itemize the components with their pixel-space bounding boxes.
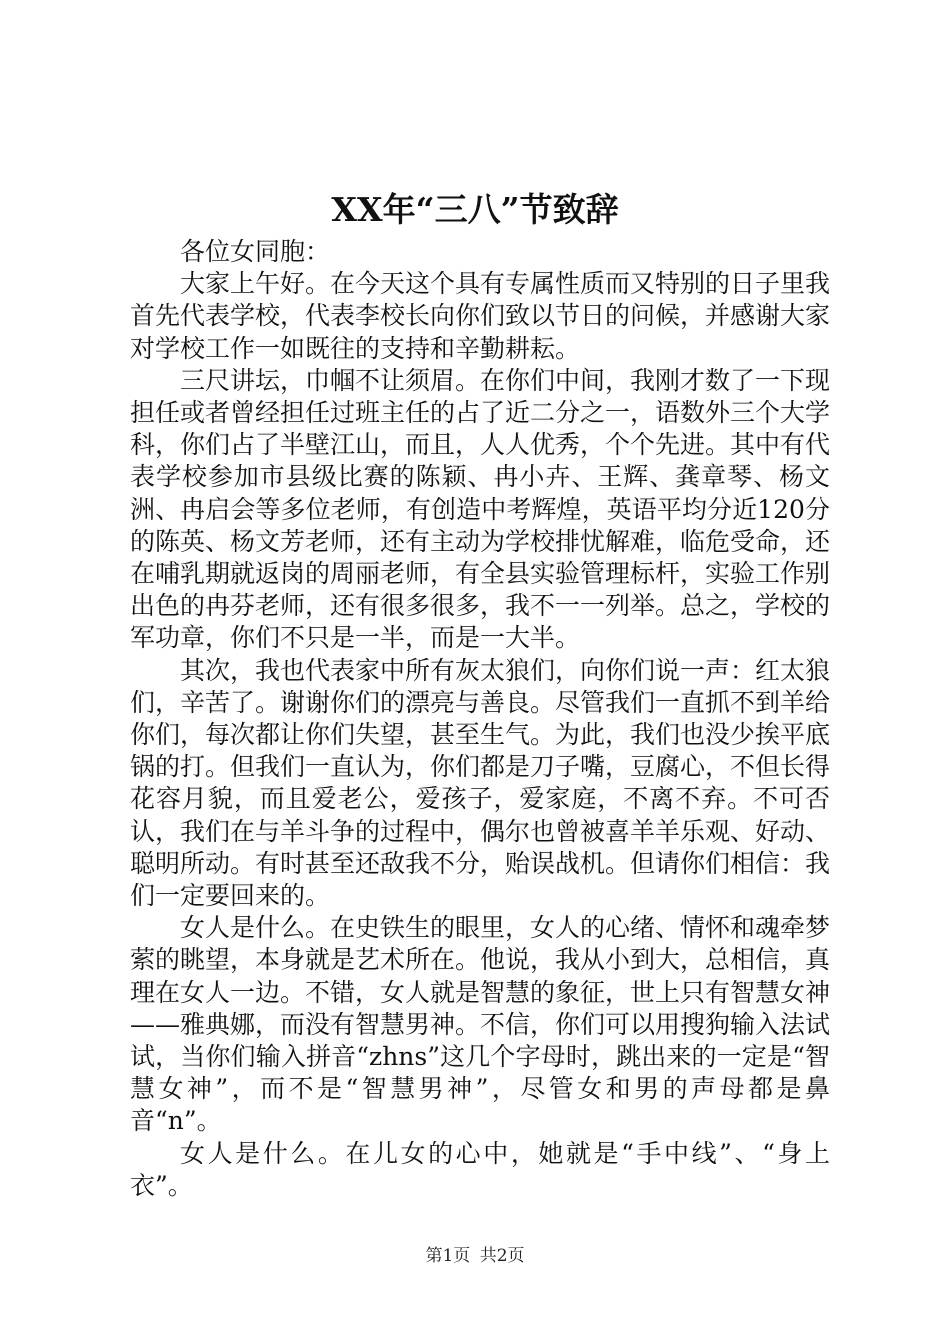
paragraph-4: 女人是什么。在史铁生的眼里，女人的心绪、情怀和魂牵梦萦的眺望，本身就是艺术所在。他说，我从小到大，总相信，真理在女人一边。不错，女人就是智慧的象征，世上只有智慧女神——雅典娜，而没有智慧男神。不信，你们可以用搜狗输入法试试，当你们输入拼音“zhns”这几个字母时，跳出来的一定是“智慧女神”，而不是“智慧男神”，尽管女和男的声母都是鼻音“n”。 (130, 913, 831, 1136)
page-number-current: 第1页 (425, 1246, 471, 1266)
page-footer (0, 1245, 950, 1267)
paragraph-2: 三尺讲坛，巾帼不让须眉。在你们中间，我刚才数了一下现担任或者曾经担任过班主任的占了近二分之一，语数外三个大学科，你们占了半壁江山，而且，人人优秀，个个先进。其中有代表学校参加市县级比赛的陈颖、冉小卉、王辉、龚章琴、杨文洲、冉启会等多位老师，有创造中考辉煌，英语平均分近120分的陈英、杨文芳老师，还有主动为学校排忧解难，临危受命，还在哺乳期就返岗的周丽老师，有全县实验管理标杆，实验工作别出色的冉芬老师，还有很多很多，我不一一列举。总之，学校的军功章，你们不只是一半，而是一大半。 (130, 365, 831, 653)
document-title: XX年“三八”节致辞 (331, 190, 619, 229)
paragraph-5: 女人是什么。在儿女的心中，她就是“手中线”、“身上衣”。 (130, 1138, 830, 1200)
paragraph-3: 其次，我也代表家中所有灰太狼们，向你们说一声：红太狼们，辛苦了。谢谢你们的漂亮与善良。尽管我们一直抓不到羊给你们，每次都让你们失望，甚至生气。为此，我们也没少挨平底锅的打。但我们一直认为，你们都是刀子嘴，豆腐心，不但长得花容月貌，而且爱老公，爱孩子，爱家庭，不离不弃。不可否认，我们在与羊斗争的过程中，偶尔也曾被喜羊羊乐观、好动、聪明所动。有时甚至还敌我不分，贻误战机。但请你们相信：我们一定要回来的。 (130, 655, 831, 911)
document-body (130, 236, 830, 1202)
page-number-total: 共2页 (479, 1246, 525, 1266)
paragraph-1: 大家上午好。在今天这个具有专属性质而又特别的日子里我首先代表学校，代表李校长向你们致以节日的问候，并感谢大家对学校工作一如既往的支持和辛勤耕耘。 (130, 269, 831, 363)
salutation: 各位女同胞： (180, 237, 331, 266)
